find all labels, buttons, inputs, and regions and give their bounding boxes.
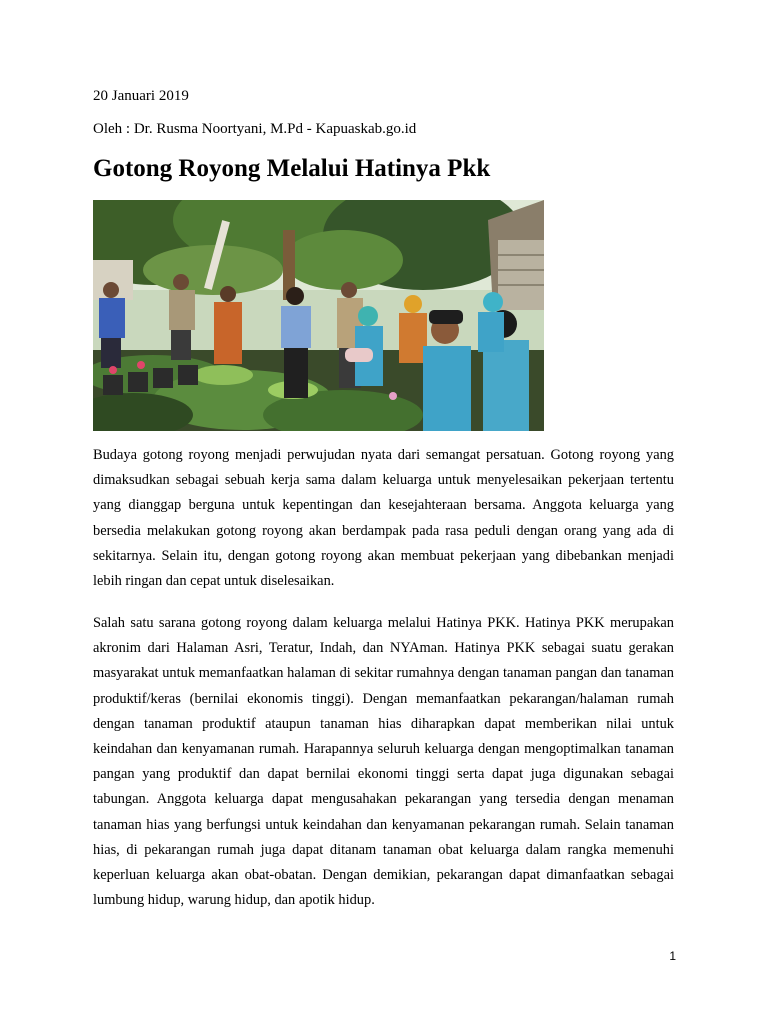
- author-line: Oleh : Dr. Rusma Noortyani, M.Pd - Kapuaskab.go.id: [93, 121, 417, 137]
- page-number: 1: [669, 949, 676, 963]
- paragraph: Salah satu sarana gotong royong dalam keluarga melalui Hatinya PKK. Hatinya PKK merupakan akronim dari Halaman Asri, Teratur, Indah, dan NYAman. Hatinya PKK sebagai suatu gerakan masyarakat untuk memanfaatkan halaman di sekitar rumahnya dengan tanaman pangan dan tanaman produktif/keras (bernilai ekonomis tinggi). Dengan memanfaatkan pekarangan/halaman rumah dengan tanaman produktif ataupun tanaman hias diharapkan dapat memberikan nilai untuk keindahan dan kenyamanan rumah. Harapannya seluruh keluarga dengan mengoptimalkan tanaman pangan yang produktif dan dapat bernilai ekonomi tinggi serta dapat juga digunakan sebagai tabungan. Anggota keluarga dapat mengusahakan pekarangan yang tersedia dengan menaman tanaman hias yang berfungsi untuk keindahan dan kenyamanan pekarangan rumah. Selain tanaman hias, di pekarangan rumah juga dapat ditanam tanaman obat keluarga dalam rangka memenuhi keperluan keluarga akan obat-obatan. Dengan demikian, pekarangan dapat dimanfaatkan sebagai lumbung hidup, warung hidup, dan apotik hidup.: [93, 615, 674, 909]
- article-title: Gotong Royong Melalui Hatinya Pkk: [93, 155, 491, 182]
- paragraph: Budaya gotong royong menjadi perwujudan nyata dari semangat persatuan. Gotong royong yang dimaksudkan sebagai sebuah kerja sama dalam keluarga untuk menyelesaikan pekerjaan tertentu yang dianggap berguna untuk kepentingan dan kesejahteraan bersama. Anggota keluarga yang bersedia melakukan gotong royong akan berdampak pada rasa peduli dengan orang yang ada di sekitarnya. Selain itu, dengan gotong royong akan membuat pekerjaan yang dibebankan menjadi lebih ringan dan cepat untuk diselesaikan.: [93, 447, 674, 590]
- article-photo: [93, 200, 544, 431]
- article-date: 20 Januari 2019: [93, 88, 189, 104]
